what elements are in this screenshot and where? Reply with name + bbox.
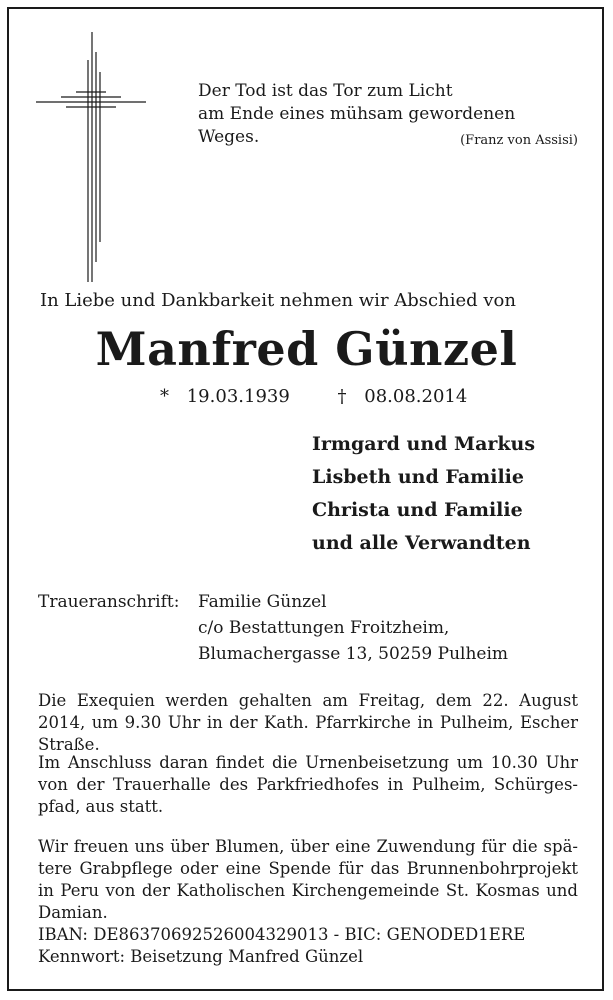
bank-details (38, 924, 525, 968)
death-date: 08.08.2014 (364, 386, 468, 407)
quote-attribution: (Franz von Assisi) (460, 133, 578, 148)
mourner-line: und alle Verwandten (312, 532, 531, 554)
birth-date: 19.03.1939 (186, 386, 290, 407)
mourner-line: Christa und Familie (312, 499, 523, 521)
quote-line-2: am Ende eines mühsam gewordenen Weges. (198, 104, 516, 147)
mourner-line: Lisbeth und Familie (312, 466, 524, 488)
intro-text: In Liebe und Dankbarkeit nehmen wir Abschied von (40, 290, 516, 311)
paragraph-urnenbeisetzung: Im Anschluss daran findet die Urnenbeisetzung um 10.30 Uhr von der Trauerhalle des Parkfriedhofes in Pulheim, Schürges-pfad, aus statt. (38, 753, 578, 816)
cross-icon (36, 32, 146, 282)
quote-line-1: Der Tod ist das Tor zum Licht (198, 81, 453, 101)
deceased-name: Manfred Günzel (95, 322, 518, 376)
paragraph-spende: Wir freuen uns über Blumen, über eine Zuwendung für die spä-tere Grabpflege oder eine Spende für das Brunnenbohrprojekt in Peru von der Katholischen Kirchengemeinde St. Kosmas und Damian. (38, 837, 578, 922)
paragraph-exequien: Die Exequien werden gehalten am Freitag, dem 22. August 2014, um 9.30 Uhr in der Kath. Pfarrkirche in Pulheim, Escher Straße. (38, 691, 578, 754)
bank-reference-line: Kennwort: Beisetzung Manfred Günzel (38, 947, 364, 966)
address-line: c/o Bestattungen Froitzheim, (198, 618, 450, 638)
death-symbol: † (337, 386, 347, 407)
address-label: Traueranschrift: (38, 592, 180, 612)
birth-symbol: * (160, 386, 169, 407)
address-line: Blumachergasse 13, 50259 Pulheim (198, 644, 509, 664)
mourners-list (312, 428, 535, 560)
address-line: Familie Günzel (198, 592, 327, 612)
bank-iban-line: IBAN: DE86370692526004329013 - BIC: GENODED1ERE (38, 925, 526, 944)
life-dates (160, 386, 467, 407)
mourner-line: Irmgard und Markus (312, 433, 536, 455)
